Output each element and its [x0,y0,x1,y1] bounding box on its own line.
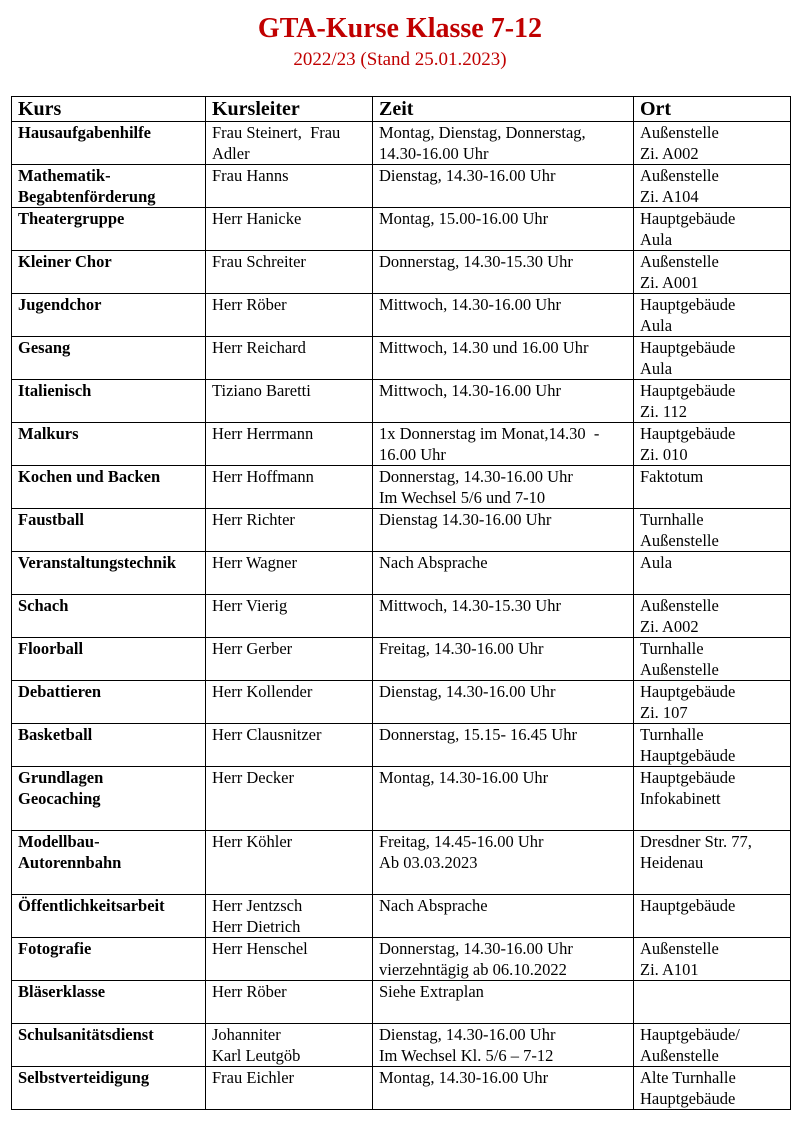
cell-kursleiter [206,251,373,294]
cell-ort-line: Aula [640,230,673,249]
cell-kursleiter-line: Herr Jentzsch [212,896,303,915]
cell-kurs-line: Kleiner Chor [18,252,112,271]
cell-kurs-line: Schach [18,596,69,615]
cell-zeit [373,938,634,981]
cell-kursleiter [206,466,373,509]
cell-ort [634,208,791,251]
cell-kurs [12,380,206,423]
table-row [12,423,791,466]
cell-zeit-line: Ab 03.03.2023 [379,853,478,872]
table-row [12,831,791,895]
cell-kurs [12,895,206,938]
table-row [12,595,791,638]
cell-ort-line: Zi. 010 [640,445,688,464]
cell-ort [634,165,791,208]
cell-kurs [12,294,206,337]
cell-kurs-line: Jugendchor [18,295,102,314]
cell-kursleiter-line: Frau Hanns [212,166,289,185]
cell-kurs-line: Begabtenförderung [18,187,156,206]
cell-kursleiter [206,831,373,895]
cell-zeit-line: Dienstag, 14.30-16.00 Uhr [379,166,556,185]
cell-ort [634,724,791,767]
cell-kurs [12,595,206,638]
table-row [12,767,791,831]
cell-zeit-line: Donnerstag, 14.30-16.00 Uhr [379,939,573,958]
cell-zeit-line: Donnerstag, 14.30-16.00 Uhr [379,467,573,486]
cell-zeit-line: Mittwoch, 14.30-16.00 Uhr [379,295,561,314]
cell-kurs [12,466,206,509]
cell-kursleiter-line: Herr Röber [212,295,287,314]
cell-kurs-line: Hausaufgabenhilfe [18,123,151,142]
column-header-ort: Ort [634,97,791,122]
cell-zeit-line: Dienstag 14.30-16.00 Uhr [379,510,552,529]
table-row [12,122,791,165]
table-row [12,1067,791,1110]
cell-zeit-line: 1x Donnerstag im Monat,14.30 - [379,424,600,443]
cell-kurs [12,552,206,595]
cell-kurs [12,208,206,251]
cell-kursleiter-line: Herr Richter [212,510,295,529]
cell-zeit-line: Montag, Dienstag, Donnerstag, [379,123,586,142]
cell-kurs-line: Basketball [18,725,93,744]
cell-ort-line: Faktotum [640,467,704,486]
cell-ort-line: Zi. A101 [640,960,699,979]
cell-kurs [12,638,206,681]
cell-kurs [12,981,206,1024]
cell-zeit-line: Im Wechsel 5/6 und 7-10 [379,488,546,507]
cell-kursleiter-line: Herr Hoffmann [212,467,314,486]
cell-kursleiter [206,1024,373,1067]
cell-kursleiter-line: Herr Köhler [212,832,293,851]
cell-zeit [373,681,634,724]
cell-ort-line: Turnhalle [640,639,704,658]
cell-ort-line: Zi. 112 [640,402,688,421]
cell-ort-line: Außenstelle [640,1046,719,1065]
cell-kurs [12,724,206,767]
cell-kursleiter-line: Herr Gerber [212,639,293,658]
column-header-zeit: Zeit [373,97,634,122]
cell-kursleiter [206,681,373,724]
cell-ort [634,767,791,831]
cell-zeit-line: Nach Absprache [379,896,488,915]
page-subtitle: 2022/23 (Stand 25.01.2023) [293,49,507,70]
cell-ort [634,294,791,337]
cell-zeit-line: Freitag, 14.45-16.00 Uhr [379,832,544,851]
cell-zeit [373,509,634,552]
cell-ort-line: Zi. A002 [640,617,699,636]
cell-zeit [373,1024,634,1067]
cell-ort [634,380,791,423]
cell-ort [634,595,791,638]
cell-kurs-line: Modellbau- [18,832,100,851]
cell-ort [634,1024,791,1067]
cell-zeit-line: Dienstag, 14.30-16.00 Uhr [379,1025,556,1044]
cell-ort [634,509,791,552]
cell-ort-line: Hauptgebäude [640,768,736,787]
cell-zeit-line: 14.30-16.00 Uhr [379,144,489,163]
cell-ort-line: Aula [640,316,673,335]
cell-zeit [373,981,634,1024]
cell-kurs-line: Malkurs [18,424,79,443]
cell-kursleiter-line: Herr Dietrich [212,917,301,936]
cell-ort-line: Heidenau [640,853,704,872]
cell-ort [634,895,791,938]
cell-kurs [12,165,206,208]
page-title: GTA-Kurse Klasse 7-12 [257,13,543,44]
cell-kurs-line: Bläserklasse [18,982,106,1001]
cell-kurs-line: Veranstaltungstechnik [18,553,176,572]
table-row [12,552,791,595]
cell-ort-line: Hauptgebäude [640,896,736,915]
cell-kursleiter [206,767,373,831]
cell-zeit-line: Montag, 14.30-16.00 Uhr [379,1068,549,1087]
cell-ort [634,466,791,509]
cell-kursleiter-line: Herr Kollender [212,682,313,701]
cell-kursleiter [206,724,373,767]
cell-ort [634,831,791,895]
cell-ort-line: Zi. A104 [640,187,699,206]
cell-kursleiter-line: Herr Hanicke [212,209,302,228]
cell-kursleiter [206,1067,373,1110]
cell-zeit-line: Freitag, 14.30-16.00 Uhr [379,639,544,658]
cell-kursleiter-line: Tiziano Baretti [212,381,311,400]
cell-ort-line: Außenstelle [640,531,719,550]
cell-kursleiter [206,595,373,638]
cell-ort-line: Turnhalle [640,510,704,529]
cell-kursleiter [206,938,373,981]
cell-zeit-line: Dienstag, 14.30-16.00 Uhr [379,682,556,701]
cell-zeit [373,767,634,831]
cell-kurs-line: Debattieren [18,682,102,701]
column-header-kursleiter: Kursleiter [206,97,373,122]
cell-kursleiter-line: Adler [212,144,250,163]
cell-kurs-line: Selbstverteidigung [18,1068,150,1087]
cell-kursleiter-line: Frau Schreiter [212,252,306,271]
cell-kursleiter-line: Herr Decker [212,768,294,787]
cell-kurs-line: Theatergruppe [18,209,125,228]
cell-kurs-line: Kochen und Backen [18,467,161,486]
cell-kurs-line: Faustball [18,510,85,529]
cell-ort-line: Hauptgebäude [640,295,736,314]
cell-kurs-line: Mathematik- [18,166,111,185]
cell-ort-line: Aula [640,553,673,572]
cell-kursleiter [206,895,373,938]
table-header-row [12,97,791,122]
cell-kursleiter-line: Frau Eichler [212,1068,295,1087]
table-row [12,724,791,767]
cell-zeit [373,552,634,595]
cell-kursleiter-line: Herr Herrmann [212,424,314,443]
cell-kursleiter [206,294,373,337]
cell-kurs-line: Autorennbahn [18,853,122,872]
cell-zeit [373,251,634,294]
cell-zeit-line: Nach Absprache [379,553,488,572]
cell-zeit [373,724,634,767]
cell-ort-line: Außenstelle [640,123,719,142]
cell-zeit [373,595,634,638]
cell-ort-line: Alte Turnhalle [640,1068,736,1087]
cell-zeit [373,122,634,165]
cell-ort [634,981,791,1024]
cell-zeit [373,380,634,423]
table-row [12,1024,791,1067]
cell-ort-line: Zi. A002 [640,144,699,163]
cell-ort [634,423,791,466]
cell-zeit-line: Mittwoch, 14.30-16.00 Uhr [379,381,561,400]
cell-kurs [12,831,206,895]
cell-kurs-line: Gesang [18,338,71,357]
cell-zeit-line: Donnerstag, 14.30-15.30 Uhr [379,252,573,271]
cell-zeit [373,895,634,938]
cell-kurs-line: Geocaching [18,789,101,808]
cell-zeit-line: Mittwoch, 14.30 und 16.00 Uhr [379,338,589,357]
cell-ort-line: Hauptgebäude [640,209,736,228]
cell-zeit [373,423,634,466]
table-row [12,208,791,251]
cell-ort-line: Außenstelle [640,596,719,615]
cell-ort-line: Hauptgebäude [640,424,736,443]
cell-kursleiter-line: Herr Reichard [212,338,306,357]
cell-kurs [12,337,206,380]
cell-ort [634,638,791,681]
cell-zeit [373,831,634,895]
cell-zeit-line: vierzehntägig ab 06.10.2022 [379,960,567,979]
cell-zeit [373,294,634,337]
table-row [12,466,791,509]
cell-ort-line: Hauptgebäude [640,381,736,400]
cell-kurs [12,767,206,831]
cell-kurs [12,509,206,552]
cell-ort [634,938,791,981]
cell-kursleiter [206,509,373,552]
cell-kurs [12,1024,206,1067]
table-row [12,638,791,681]
cell-ort [634,552,791,595]
cell-zeit-line: Montag, 14.30-16.00 Uhr [379,768,549,787]
cell-zeit [373,208,634,251]
cell-kurs-line: Schulsanitätsdienst [18,1025,154,1044]
cell-kursleiter-line: Herr Röber [212,982,287,1001]
cell-kursleiter-line: Frau Steinert, Frau [212,123,341,142]
cell-kurs [12,1067,206,1110]
cell-kurs [12,122,206,165]
cell-ort-line: Außenstelle [640,166,719,185]
table-row [12,294,791,337]
cell-ort-line: Außenstelle [640,252,719,271]
cell-kursleiter [206,380,373,423]
cell-zeit [373,337,634,380]
cell-kursleiter-line: Herr Clausnitzer [212,725,322,744]
table-row [12,938,791,981]
cell-kurs-line: Italienisch [18,381,92,400]
cell-kurs-line: Grundlagen [18,768,104,787]
cell-zeit-line: Im Wechsel Kl. 5/6 – 7-12 [379,1046,554,1065]
table-row [12,981,791,1024]
column-header-kurs: Kurs [12,97,206,122]
cell-ort [634,337,791,380]
cell-zeit [373,1067,634,1110]
cell-kurs-line: Fotografie [18,939,92,958]
cell-kursleiter [206,165,373,208]
cell-kursleiter [206,423,373,466]
cell-ort-line: Aula [640,359,673,378]
cell-ort-line: Dresdner Str. 77, [640,832,752,851]
cell-kursleiter [206,208,373,251]
cell-kurs [12,681,206,724]
cell-ort-line: Hauptgebäude [640,1089,736,1108]
cell-zeit [373,638,634,681]
cell-zeit-line: Montag, 15.00-16.00 Uhr [379,209,549,228]
cell-zeit-line: Siehe Extraplan [379,982,484,1001]
table-row [12,165,791,208]
cell-kurs-line: Öffentlichkeitsarbeit [18,896,165,915]
cell-ort-line: Infokabinett [640,789,721,808]
cell-kurs [12,938,206,981]
cell-kursleiter [206,552,373,595]
cell-zeit [373,165,634,208]
cell-kursleiter-line: Herr Wagner [212,553,297,572]
cell-ort-line: Hauptgebäude [640,682,736,701]
cell-kursleiter [206,638,373,681]
cell-zeit-line: 16.00 Uhr [379,445,446,464]
cell-zeit-line: Mittwoch, 14.30-15.30 Uhr [379,596,561,615]
cell-zeit [373,466,634,509]
cell-ort-line: Außenstelle [640,939,719,958]
cell-kursleiter [206,122,373,165]
cell-kurs-line: Floorball [18,639,84,658]
cell-ort-line: Hauptgebäude/ [640,1025,740,1044]
cell-kursleiter-line: Herr Vierig [212,596,288,615]
cell-ort [634,251,791,294]
table-row [12,895,791,938]
cell-kursleiter [206,981,373,1024]
table-row [12,681,791,724]
table-row [12,509,791,552]
cell-kursleiter [206,337,373,380]
cell-ort-line: Hauptgebäude [640,746,736,765]
cell-ort-line: Hauptgebäude [640,338,736,357]
cell-kurs [12,251,206,294]
table-row [12,251,791,294]
cell-kursleiter-line: Karl Leutgöb [212,1046,301,1065]
cell-ort-line: Zi. A001 [640,273,699,292]
cell-kursleiter-line: Herr Henschel [212,939,308,958]
cell-zeit-line: Donnerstag, 15.15- 16.45 Uhr [379,725,577,744]
cell-ort [634,122,791,165]
table-row [12,380,791,423]
cell-ort [634,681,791,724]
cell-kursleiter-line: Johanniter [212,1025,281,1044]
table-body [12,122,791,1110]
cell-kurs [12,423,206,466]
course-table [11,96,791,1110]
cell-ort-line: Zi. 107 [640,703,688,722]
cell-ort-line: Turnhalle [640,725,704,744]
cell-ort [634,1067,791,1110]
cell-ort-line: Außenstelle [640,660,719,679]
table-row [12,337,791,380]
